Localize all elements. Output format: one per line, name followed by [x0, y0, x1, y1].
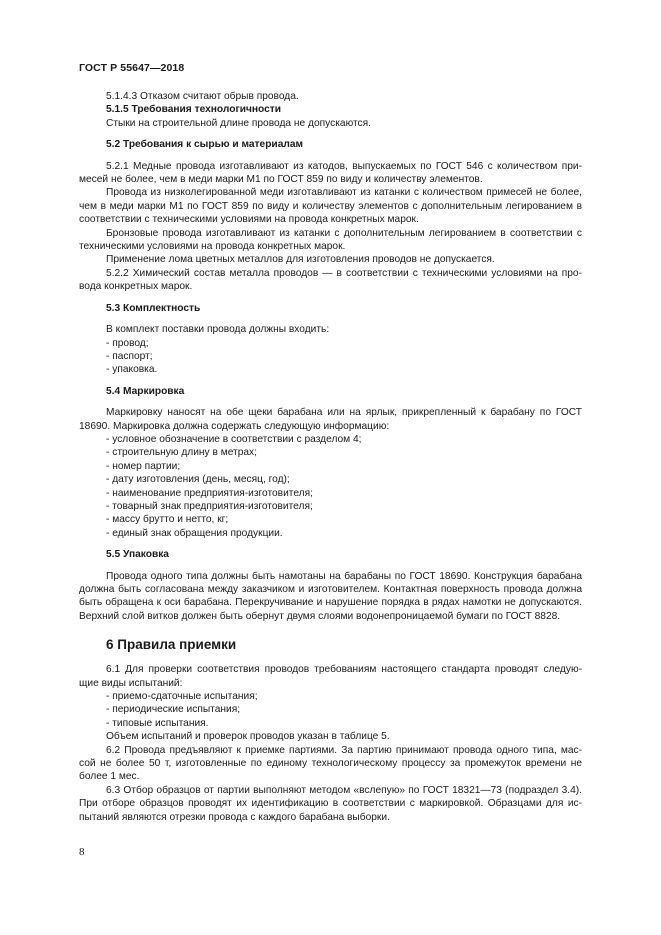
heading-5-4: 5.4 Маркировка — [106, 385, 185, 397]
page-number: 8 — [79, 846, 85, 858]
list-item: - номер партии; — [106, 460, 181, 472]
list-item: - строительную длину в метрах; — [106, 447, 257, 459]
clause-5-2-1-p3: Бронзовые провода изготавливают из катанки с дополнительным легированием в соответствии с техническими условиями на провода конкретных марок. — [79, 227, 582, 253]
list-item: - наименование предприятия-изготовителя; — [106, 487, 313, 499]
list-item: - дату изготовления (день, месяц, год); — [106, 474, 290, 486]
list-item: - провод; — [106, 337, 149, 349]
heading-5-2: 5.2 Требования к сырью и материалам — [106, 139, 304, 151]
heading-5-1-5: 5.1.5 Требования технологичности — [106, 104, 282, 116]
heading-5-5: 5.5 Упаковка — [106, 549, 169, 561]
clause-5-4-intro: Маркировку наносят на обе щеки барабана или на ярлык, прикрепленный к барабану по ГОСТ 18690. Маркировка должна содержать следующую информацию: — [79, 407, 582, 432]
clause-5-1-5-text: Стыки на строительной длине провода не допускаются. — [106, 117, 371, 129]
list-item: - условное обозначение в соответствии с разделом 4; — [106, 433, 362, 445]
document-header: ГОСТ Р 55647—2018 — [79, 62, 185, 74]
clause-5-2-2: 5.2.2 Химический состав металла проводов — в соответствии с техническими условиями на про-вода конкретных марок. — [79, 267, 582, 293]
clause-6-1: 6.1 Для проверки соответствия проводов требованиям настоящего стандарта проводят следую-щие виды испытаний: — [79, 664, 582, 689]
list-item: - единый знак обращения продукции. — [106, 527, 283, 539]
list-item: - типовые испытания. — [106, 717, 209, 729]
list-item: - паспорт; — [106, 350, 153, 362]
clause-6-1-p2: Объем испытаний и проверок проводов указан в таблице 5. — [106, 731, 390, 743]
clause-5-2-1: 5.2.1 Медные провода изготавливают из катодов, выпускаемых по ГОСТ 546 с количеством при-месей не более, чем в меди марки М1 по ГОСТ 859 по виду и количеству элементов. — [79, 160, 582, 186]
clause-5-2-1-p4: Применение лома цветных металлов для изготовления проводов не допускается. — [106, 254, 495, 266]
list-item: - приемо-сдаточные испытания; — [106, 691, 258, 703]
list-item: - упаковка. — [106, 364, 158, 376]
heading-5-3: 5.3 Комплектность — [106, 302, 201, 314]
clause-5-5-text: Провода одного типа должны быть намотаны на барабаны по ГОСТ 18690. Конструкция барабана должна быть согласована между заказчиком и изготовителем. Контактная поверхность провода должна быть обращена к оси барабана. Перекручивание и нарушение порядка в рядах намотки не допускаются. Верхний слой витков должен быть обернут двумя слоями водонепроницаемой бумаги по ГОСТ 8828. — [79, 570, 582, 622]
list-item: - товарный знак предприятия-изготовителя; — [106, 500, 313, 512]
clause-6-2: 6.2 Провода предъявляют к приемке партиями. За партию принимают провода одного типа, мас-сой не более 50 т, изготовленные по единому технологическому процессу за промежуток времени не более 1 мес. — [79, 744, 582, 783]
list-item: - периодические испытания; — [106, 704, 241, 716]
document-body — [79, 90, 582, 824]
heading-section-6: 6 Правила приемки — [106, 637, 237, 653]
list-item: - массу брутто и нетто, кг; — [106, 514, 229, 526]
clause-5-3-intro: В комплект поставки провода должны входить: — [106, 324, 330, 336]
clause-5-1-4-3: 5.1.4.3 Отказом считают обрыв провода. — [106, 91, 299, 102]
clause-5-2-1-p2: Провода из низколегированной меди изготавливают из катанки с количеством примесей не более, чем в меди марки М1 по ГОСТ 859 по виду и количеству элементов с дополнительным легированием в соответствии с техническими условиями на провода конкретных марок. — [79, 187, 582, 226]
clause-6-3: 6.3 Отбор образцов от партии выполняют методом «вслепую» по ГОСТ 18321—73 (подраздел 3.4). При отборе образцов проводят их идентификацию в соответствии с маркировкой. Образцами для ис-пытаний являются отрезки провода с каждого барабана выборки. — [79, 784, 582, 823]
